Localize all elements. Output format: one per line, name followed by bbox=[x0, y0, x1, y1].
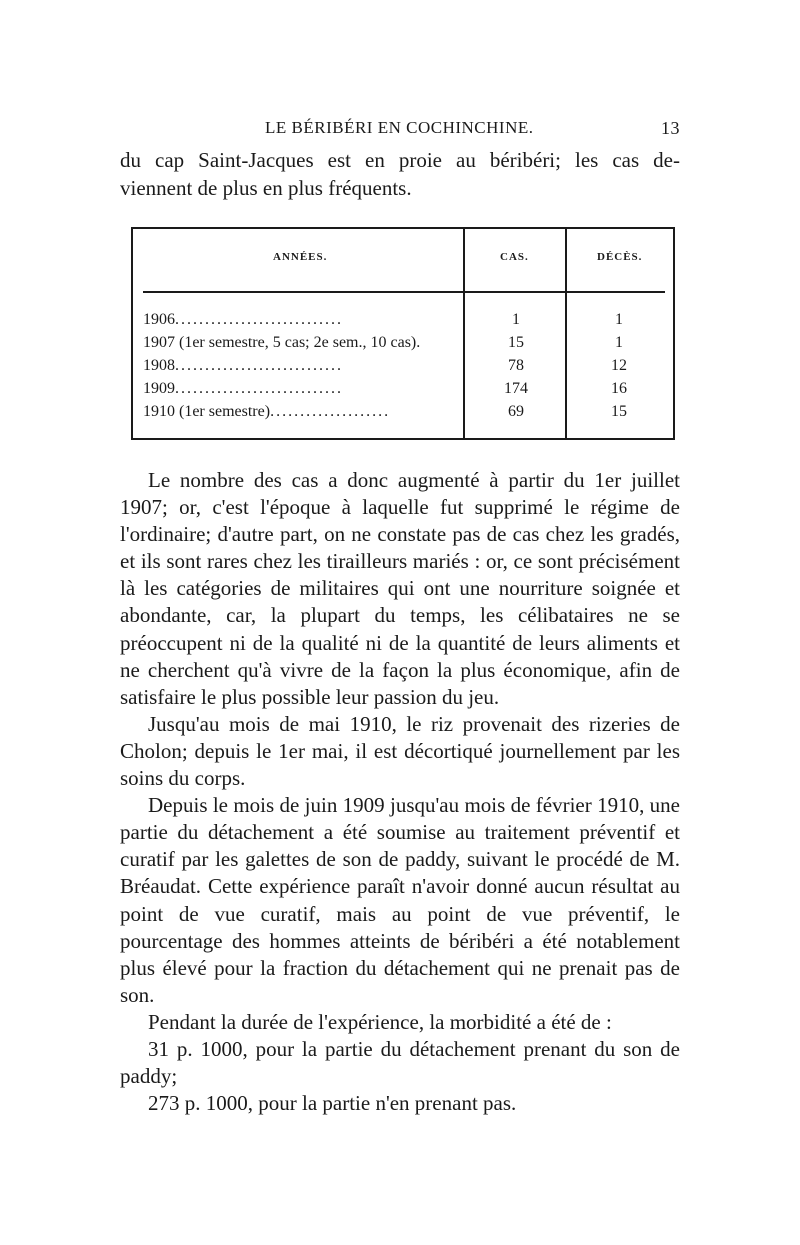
cell-deces: 1 bbox=[615, 334, 623, 351]
table-row bbox=[133, 311, 673, 334]
running-header bbox=[120, 112, 680, 146]
intro-text bbox=[120, 146, 680, 202]
cell-cas: 1 bbox=[512, 311, 520, 328]
intro-line-1: du cap Saint-Jacques est en proie au béribéri; les cas de- bbox=[120, 148, 680, 172]
leader-dots: ............................ bbox=[175, 311, 343, 328]
header-deces: DÉCÈS. bbox=[597, 251, 643, 263]
row-label: 1906 bbox=[143, 311, 175, 328]
leader-dots: ............................ bbox=[175, 357, 343, 374]
row-label: 1907 (1er semestre, 5 cas; 2e sem., 10 cas). bbox=[143, 334, 421, 351]
header-annees: ANNÉES. bbox=[273, 251, 328, 263]
header-cas: CAS. bbox=[500, 251, 529, 263]
page-number: 13 bbox=[661, 118, 680, 138]
statistics-table bbox=[131, 227, 675, 440]
paragraph: 31 p. 1000, pour la partie du détachement prenant du son de paddy; bbox=[120, 1036, 680, 1089]
paragraph: Pendant la durée de l'expérience, la morbidité a été de : bbox=[148, 1009, 612, 1034]
running-title: LE BÉRIBÉRI EN COCHINCHINE. bbox=[265, 118, 534, 137]
page bbox=[120, 112, 680, 202]
row-label: 1909 bbox=[143, 380, 175, 397]
paragraph: Jusqu'au mois de mai 1910, le riz provenait des rizeries de Cholon; depuis le 1er mai, il est décortiqué journellement par les soins du corps. bbox=[120, 711, 680, 791]
table-header-rule bbox=[143, 291, 665, 293]
cell-deces: 16 bbox=[611, 380, 627, 397]
cell-deces: 15 bbox=[611, 403, 627, 420]
row-label: 1908 bbox=[143, 357, 175, 374]
paragraph: Le nombre des cas a donc augmenté à partir du 1er juillet 1907; or, c'est l'époque à laquelle fut supprimé le régime de l'ordinaire; d'autre part, on ne constate pas de cas chez les gradés, et ils sont rares chez les tirailleurs mariés : or, ce sont précisément là les catégories de militaires qui ont une nourriture soignée et abondante, car, la plupart du temps, les célibataires ne se préoccupent ni de la qualité ni de la quantité de leurs aliments et ne cherchent qu'à vivre de la façon la plus économique, afin de satisfaire le plus possible leur passion du jeu. bbox=[120, 468, 680, 709]
body-text bbox=[120, 467, 680, 1117]
cell-cas: 15 bbox=[508, 334, 524, 351]
cell-cas: 174 bbox=[504, 380, 528, 397]
table-row bbox=[133, 403, 673, 426]
table-row bbox=[133, 380, 673, 403]
paragraph: 273 p. 1000, pour la partie n'en prenant pas. bbox=[148, 1091, 517, 1116]
paragraph: Depuis le mois de juin 1909 jusqu'au mois de février 1910, une partie du détachement a été soumise au traitement préventif et curatif par les galettes de son de paddy, suivant le procédé de M. Bréaudat. Cette expérience paraît n'avoir donné aucun résultat au point de vue curatif, mais au point de vue préventif, le pourcentage des hommes atteints de béribéri a été notablement plus élevé pour la fraction du détachement qui ne prenait pas de son. bbox=[120, 793, 680, 1007]
table-row bbox=[133, 357, 673, 380]
leader-dots: .................... bbox=[270, 403, 391, 420]
row-label: 1910 (1er semestre) bbox=[143, 403, 271, 420]
cell-deces: 12 bbox=[611, 357, 627, 374]
intro-line-2: viennent de plus en plus fréquents. bbox=[120, 176, 412, 200]
cell-cas: 78 bbox=[508, 357, 524, 374]
leader-dots: ............................ bbox=[175, 380, 343, 397]
cell-deces: 1 bbox=[615, 311, 623, 328]
cell-cas: 69 bbox=[508, 403, 524, 420]
table-row bbox=[133, 334, 673, 357]
